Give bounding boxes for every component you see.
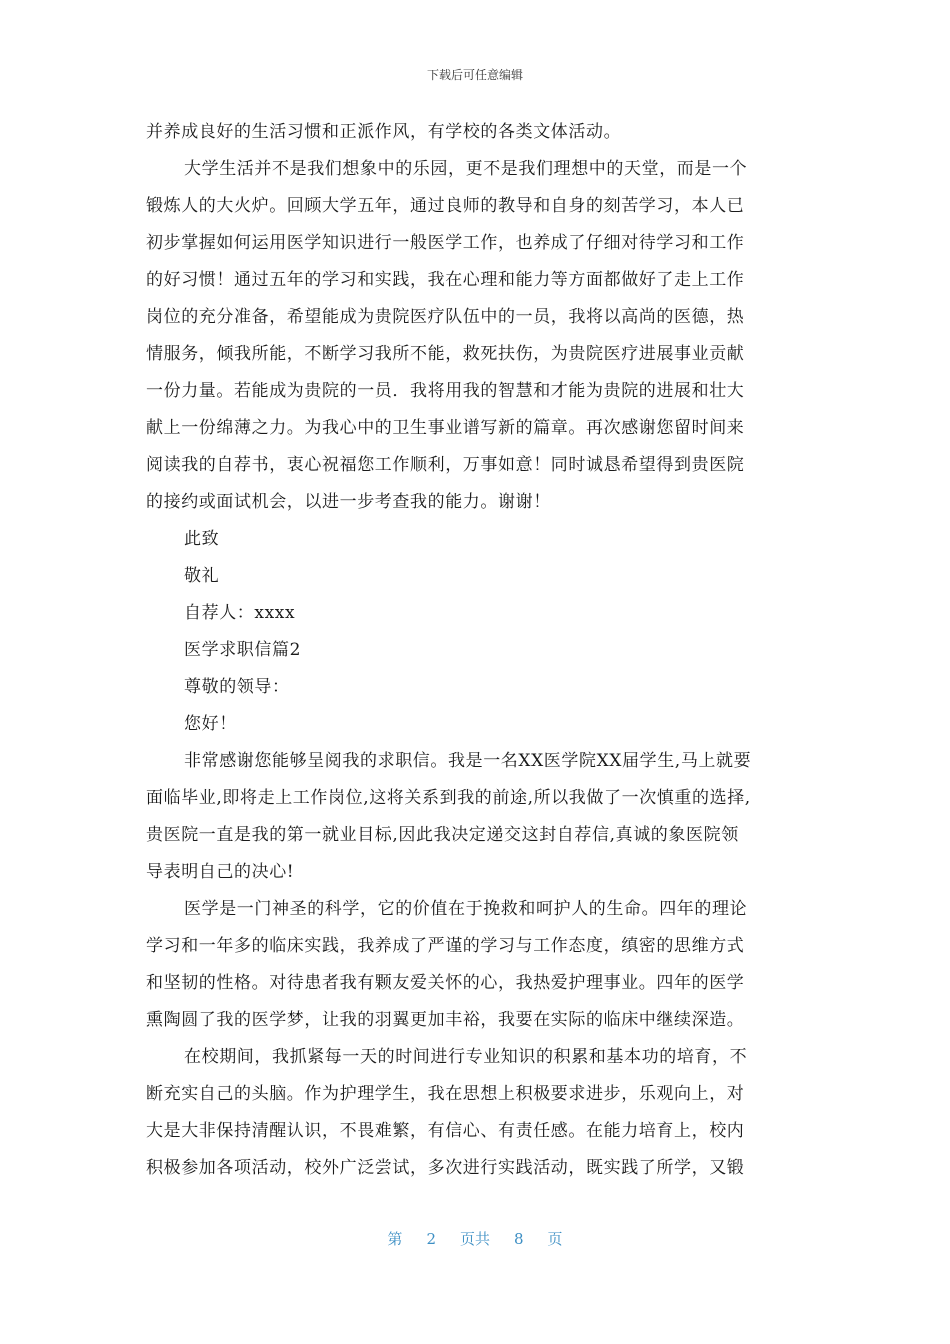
text-line: 熏陶圆了我的医学梦，让我的羽翼更加丰裕，我要在实际的临床中继续深造。 — [146, 1010, 745, 1030]
text-line: 导表明自己的决心! — [146, 862, 295, 882]
footer-middle: 页共 — [459, 1230, 490, 1248]
text-line: 情服务，倾我所能，不断学习我所不能，救死扶伤，为贵院医疗进展事业贡献 — [146, 344, 745, 364]
text-line: 断充实自己的头脑。作为护理学生，我在思想上积极要求进步，乐观向上，对 — [146, 1084, 745, 1104]
text-line: 锻炼人的大火炉。回顾大学五年，通过良师的教导和自身的刻苦学习，本人已 — [146, 196, 745, 216]
text-line: 岗位的充分准备，希望能成为贵院医疗队伍中的一员，我将以高尚的医德，热 — [146, 307, 745, 327]
text-line: 面临毕业,即将走上工作岗位,这将关系到我的前途,所以我做了一次慎重的选择, — [146, 788, 751, 808]
current-page-number: 2 — [426, 1230, 436, 1248]
section-title: 医学求职信篇2 — [184, 640, 302, 660]
text-line: 积极参加各项活动，校外广泛尝试，多次进行实践活动，既实践了所学，又锻 — [146, 1158, 745, 1178]
page-header: 下载后可任意编辑 — [426, 68, 523, 82]
greeting: 尊敬的领导： — [184, 677, 290, 697]
document-body — [146, 114, 806, 1187]
text-line: 阅读我的自荐书，衷心祝福您工作顺利，万事如意！同时诚恳希望得到贵医院 — [146, 455, 745, 475]
text-line: 的好习惯！通过五年的学习和实践，我在心理和能力等方面都做好了走上工作 — [146, 270, 745, 290]
text-line: 医学是一门神圣的科学，它的价值在于挽救和呵护人的生命。四年的理论 — [184, 899, 748, 919]
text-line: 贵医院一直是我的第一就业目标,因此我决定递交这封自荐信,真诚的象医院领 — [146, 825, 739, 845]
closing-salutation: 此致 — [184, 529, 220, 549]
text-line: 非常感谢您能够呈阅我的求职信。我是一名XX医学院XX届学生,马上就要 — [184, 751, 752, 771]
page-footer — [0, 1228, 950, 1249]
footer-prefix: 第 — [387, 1230, 403, 1248]
text-line: 的接约或面试机会，以进一步考查我的能力。谢谢！ — [146, 492, 551, 512]
text-line: 并养成良好的生活习惯和正派作风，有学校的各类文体活动。 — [146, 122, 622, 142]
text-line: 学习和一年多的临床实践，我养成了严谨的学习与工作态度，缜密的思维方式 — [146, 936, 745, 956]
signature-line: 自荐人：xxxx — [184, 603, 296, 623]
text-line: 在校期间，我抓紧每一天的时间进行专业知识的积累和基本功的培育，不 — [184, 1047, 748, 1067]
text-line: 一份力量。若能成为贵院的一员．我将用我的智慧和才能为贵院的进展和壮大 — [146, 381, 745, 401]
total-page-number: 8 — [514, 1230, 524, 1248]
greeting-hello: 您好！ — [184, 714, 237, 734]
text-line: 大学生活并不是我们想象中的乐园，更不是我们理想中的天堂，而是一个 — [184, 159, 748, 179]
footer-suffix: 页 — [547, 1230, 563, 1248]
text-line: 初步掌握如何运用医学知识进行一般医学工作，也养成了仔细对待学习和工作 — [146, 233, 745, 253]
text-line: 献上一份绵薄之力。为我心中的卫生事业谱写新的篇章。再次感谢您留时间来 — [146, 418, 745, 438]
text-line: 大是大非保持清醒认识，不畏难繁，有信心、有责任感。在能力培育上，校内 — [146, 1121, 745, 1141]
closing-regards: 敬礼 — [184, 566, 220, 586]
text-line: 和坚韧的性格。对待患者我有颗友爱关怀的心，我热爱护理事业。四年的医学 — [146, 973, 745, 993]
